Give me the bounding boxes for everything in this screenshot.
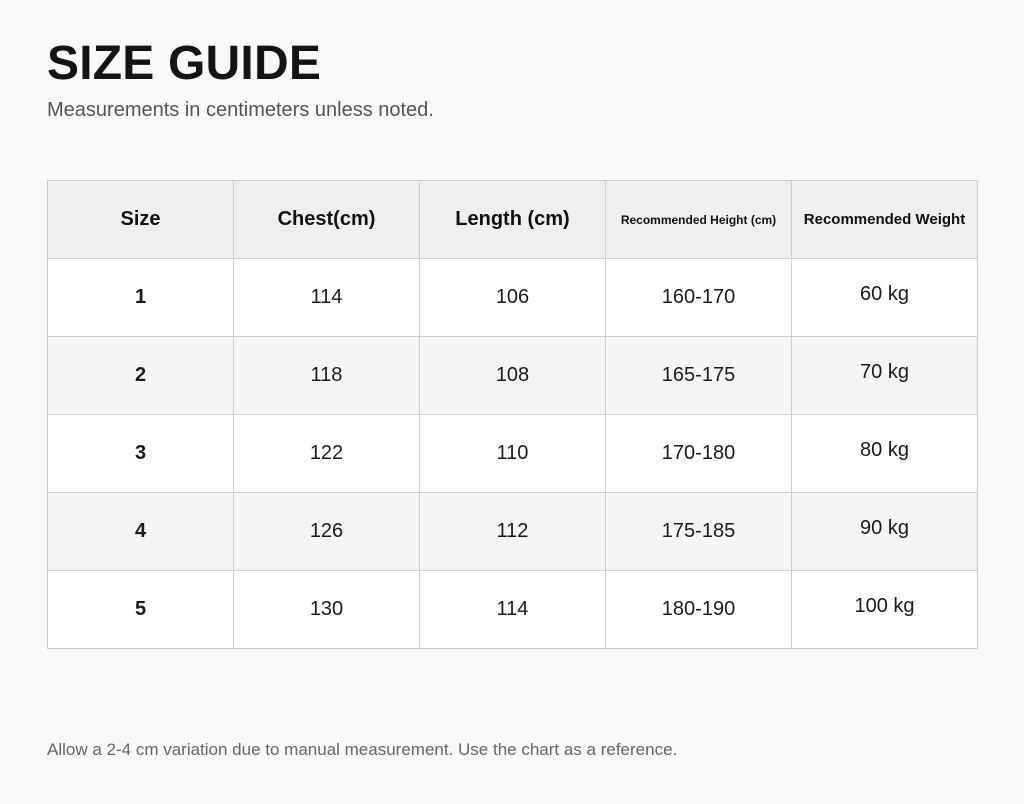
- column-header-recommended-weight: Recommended Weight: [792, 181, 978, 259]
- chest-cell: 114: [234, 259, 420, 337]
- chest-cell: 130: [234, 571, 420, 649]
- weight-cell: [792, 259, 978, 337]
- weight-value: 100 kg: [854, 595, 915, 617]
- column-header-length: Length (cm): [420, 181, 606, 259]
- weight-value: 70 kg: [860, 361, 909, 383]
- table-header-row: [48, 181, 978, 259]
- length-cell: 110: [420, 415, 606, 493]
- table-row: [48, 337, 978, 415]
- column-header-recommended-height: Recommended Height (cm): [606, 181, 792, 259]
- length-cell: 108: [420, 337, 606, 415]
- height-cell: 165-175: [606, 337, 792, 415]
- size-cell: 3: [48, 415, 234, 493]
- size-cell: 5: [48, 571, 234, 649]
- footnote: Allow a 2-4 cm variation due to manual measurement. Use the chart as a reference.: [47, 740, 678, 759]
- weight-value: 60 kg: [860, 283, 909, 305]
- height-cell: 160-170: [606, 259, 792, 337]
- chest-cell: 126: [234, 493, 420, 571]
- length-cell: 114: [420, 571, 606, 649]
- size-cell: 1: [48, 259, 234, 337]
- size-table: [47, 180, 978, 649]
- height-cell: 175-185: [606, 493, 792, 571]
- chest-cell: 118: [234, 337, 420, 415]
- size-cell: 2: [48, 337, 234, 415]
- weight-cell: [792, 571, 978, 649]
- height-cell: 180-190: [606, 571, 792, 649]
- column-header-chest: Chest(cm): [234, 181, 420, 259]
- table-row: [48, 415, 978, 493]
- column-header-size: Size: [48, 181, 234, 259]
- table-row: [48, 259, 978, 337]
- weight-value: 80 kg: [860, 439, 909, 461]
- chest-cell: 122: [234, 415, 420, 493]
- weight-cell: [792, 337, 978, 415]
- weight-cell: [792, 493, 978, 571]
- page-subtitle: Measurements in centimeters unless noted.: [47, 99, 434, 121]
- page-title: SIZE GUIDE: [47, 37, 322, 90]
- length-cell: 106: [420, 259, 606, 337]
- size-cell: 4: [48, 493, 234, 571]
- table-row: [48, 571, 978, 649]
- height-cell: 170-180: [606, 415, 792, 493]
- weight-value: 90 kg: [860, 517, 909, 539]
- table-row: [48, 493, 978, 571]
- weight-cell: [792, 415, 978, 493]
- length-cell: 112: [420, 493, 606, 571]
